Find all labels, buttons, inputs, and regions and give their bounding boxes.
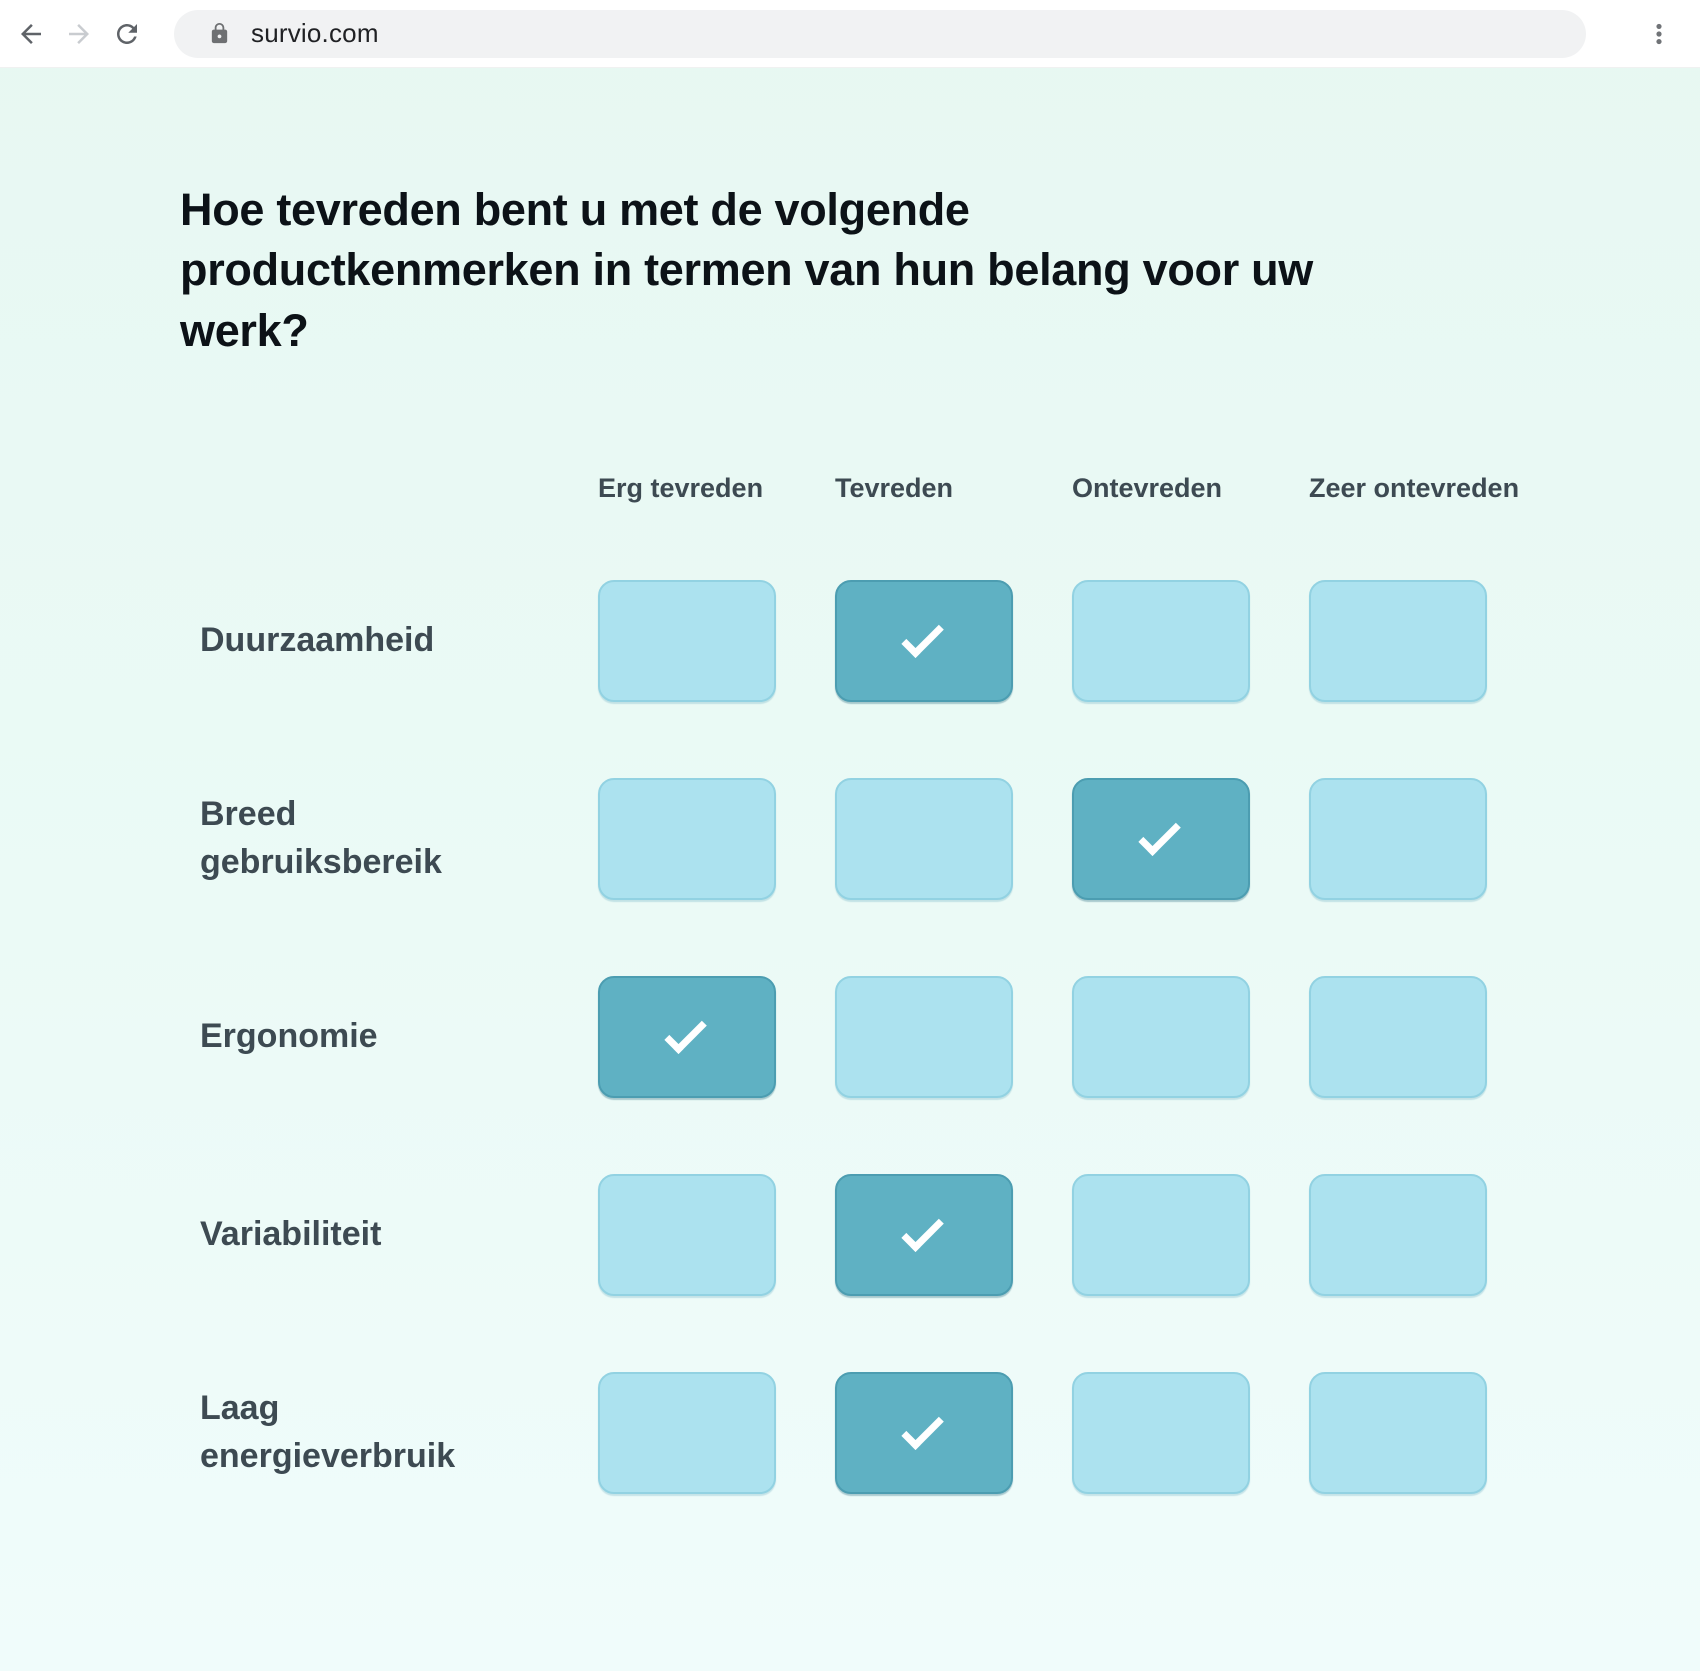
forward-button[interactable] [62,17,96,51]
forward-arrow-icon [64,19,94,49]
row-label: Duurzaamheid [200,621,435,660]
matrix-cell[interactable] [598,976,776,1098]
matrix-cell[interactable] [1072,976,1250,1098]
back-button[interactable] [14,17,48,51]
matrix-cell[interactable] [835,778,1013,900]
matrix-cell[interactable] [598,1372,776,1494]
matrix-cell[interactable] [1072,1174,1250,1296]
matrix-cell[interactable] [1309,1174,1487,1296]
url-text: survio.com [251,18,379,48]
refresh-button[interactable] [110,17,144,51]
checkmark-icon [901,615,943,657]
matrix-cell[interactable] [1309,976,1487,1098]
column-header-erg-tevreden: Erg tevreden [598,472,764,503]
kebab-menu-icon [1646,17,1672,51]
row-label: Breed gebruiksbereik [200,795,442,881]
matrix-cell[interactable] [1309,1372,1487,1494]
matrix-cell[interactable] [835,580,1013,702]
question-title: Hoe tevreden bent u met de volgende productkenmerken in termen van hun belang voor uw werk? [180,184,1313,356]
matrix-question [200,473,1700,1494]
checkmark-icon [1138,813,1180,855]
matrix-cell[interactable] [1309,580,1487,702]
checkmark-icon [664,1011,706,1053]
matrix-cell[interactable] [598,580,776,702]
browser-toolbar [0,0,1700,68]
survey-page [0,68,1700,1494]
column-header-ontevreden: Ontevreden [1072,472,1223,503]
checkmark-icon [901,1209,943,1251]
column-header-tevreden: Tevreden [835,472,954,503]
address-bar[interactable] [174,10,1586,58]
matrix-cell[interactable] [1072,778,1250,900]
browser-menu-button[interactable] [1644,14,1674,54]
row-label: Laag energieverbruik [200,1389,456,1475]
matrix-cell[interactable] [835,976,1013,1098]
matrix-cell[interactable] [598,1174,776,1296]
back-arrow-icon [16,19,46,49]
matrix-cell[interactable] [835,1372,1013,1494]
row-label: Ergonomie [200,1017,378,1056]
row-label: Variabiliteit [200,1215,382,1254]
matrix-cell[interactable] [1072,1372,1250,1494]
column-header-zeer-ontevreden: Zeer ontevreden [1309,472,1520,503]
checkmark-icon [901,1407,943,1449]
matrix-cell[interactable] [1072,580,1250,702]
matrix-cell[interactable] [1309,778,1487,900]
matrix-cell[interactable] [835,1174,1013,1296]
matrix-cell[interactable] [598,778,776,900]
refresh-icon [112,19,142,49]
lock-icon [208,22,231,45]
